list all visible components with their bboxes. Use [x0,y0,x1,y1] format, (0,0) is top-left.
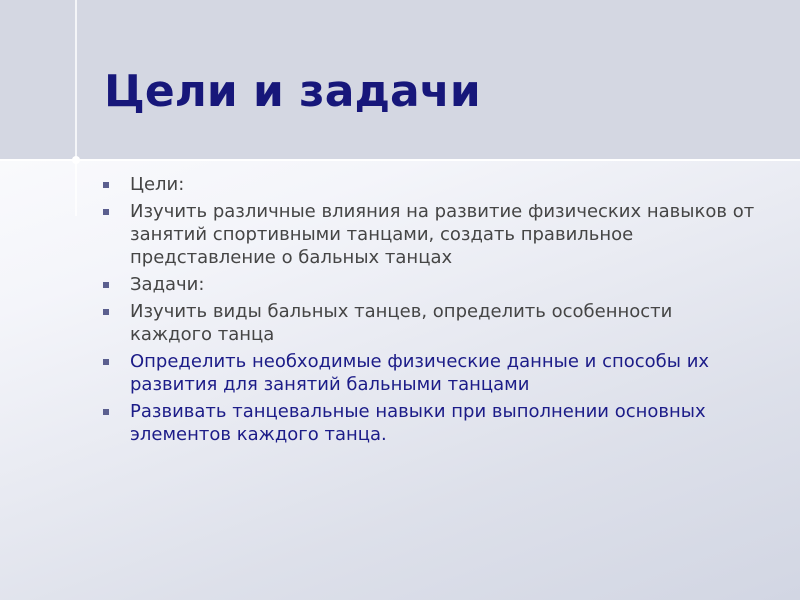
bullet-text: Цели: [130,174,185,195]
bullet-list [100,173,760,450]
bullet-text: Изучить виды бальных танцев, определить особенности каждого танца [130,301,673,345]
list-item [100,300,760,346]
list-item [100,273,760,296]
bullet-text: Развивать танцевальные навыки при выполнении основных элементов каждого танца. [130,401,706,445]
square-bullet-icon [103,182,109,188]
slide-title: Цели и задачи [104,66,481,117]
list-item [100,173,760,196]
square-bullet-icon [103,409,109,415]
bullet-text: Изучить различные влияния на развитие физических навыков от занятий спортивными танцами, создать правильное представление о бальных танцах [130,201,755,268]
square-bullet-icon [103,282,109,288]
square-bullet-icon [103,309,109,315]
list-item [100,350,760,396]
square-bullet-icon [103,209,109,215]
bullet-text: Задачи: [130,274,205,295]
square-bullet-icon [103,359,109,365]
bullet-text: Определить необходимые физические данные и способы их развития для занятий бальными танцами [130,351,710,395]
list-item [100,200,760,269]
list-item [100,400,760,446]
